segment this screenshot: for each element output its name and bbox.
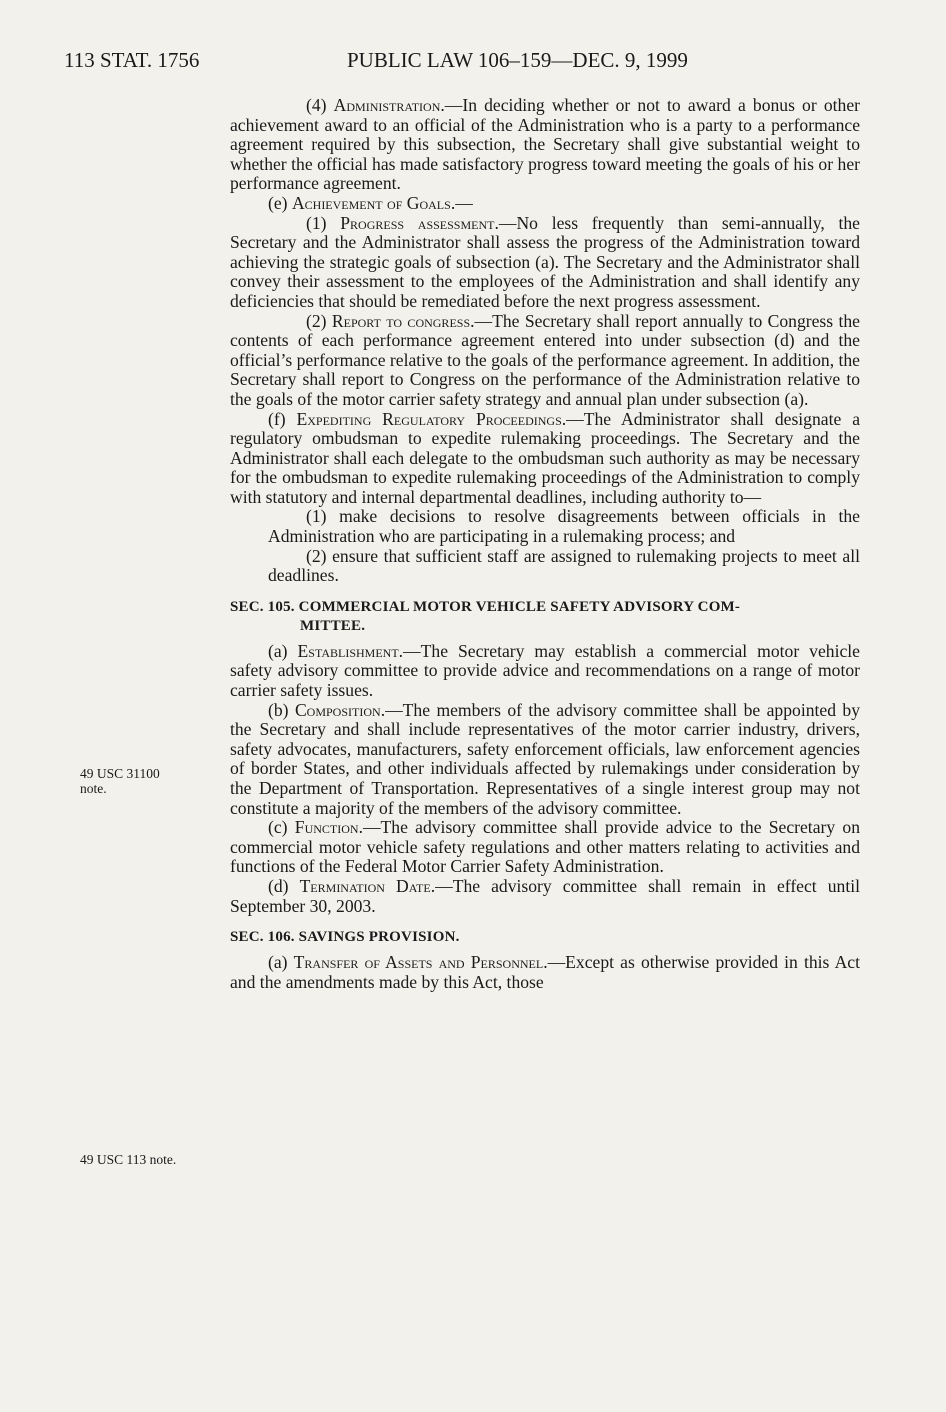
paragraph-termination-date [230, 877, 860, 916]
paragraph-label: (f) [268, 408, 297, 429]
paragraph-heading: Administration [333, 95, 441, 115]
paragraph-establishment [230, 642, 860, 701]
body-text [230, 96, 860, 992]
paragraph-text: .—In deciding whether or not to award a bonus or other achievement award to an official of the Administration who is a party to a performance agreement required by this subsection, the Secretary shall give substantial weight to whether the official has made satisfactory progress toward meeting the goals of his or her performance agreement. [230, 95, 860, 194]
paragraph-label: (2) [306, 310, 332, 331]
paragraph-label: (4) [306, 95, 334, 115]
stat-page-number: 113 STAT. 1756 [64, 48, 200, 72]
paragraph-text: .—The Secretary shall report annually to Congress the contents of each performance agreement entered into under subsection (d) and the official’s performance relative to the goals of the performance agreement. In addition, the Secretary shall report to Congress on the performance of the Administration relative to the goals of the motor carrier safety strategy and annual plan under subsection (a). [230, 310, 860, 409]
margin-note-sec106 [80, 1152, 210, 1167]
list-item: (2) ensure that sufficient staff are assigned to rulemaking projects to meet all deadlines. [268, 545, 860, 586]
paragraph-heading: Establishment [297, 640, 399, 661]
section-106-heading: SEC. 106. SAVINGS PROVISION. [230, 929, 460, 946]
paragraph-heading: Composition [294, 699, 381, 720]
section-heading-line: SEC. 105. COMMERCIAL MOTOR VEHICLE SAFETY ADVISORY COM- [230, 598, 741, 615]
section-heading-line: MITTEE. [300, 617, 366, 634]
paragraph-composition [230, 701, 860, 819]
paragraph-label: (1) [306, 212, 341, 233]
paragraph-report-to-congress [230, 312, 860, 410]
paragraph-label: (e) [268, 192, 292, 213]
paragraph-heading: Achievement of Goals [291, 192, 451, 213]
margin-note-line: 49 USC 31100 [80, 766, 160, 781]
paragraph-progress-assessment [230, 214, 860, 312]
page-header [64, 48, 844, 88]
law-title: PUBLIC LAW 106–159—DEC. 9, 1999 [347, 48, 688, 72]
margin-note-sec105 [80, 766, 210, 796]
paragraph-text: .—The advisory committee shall remain in effect until September 30, 2003. [230, 875, 860, 916]
paragraph-heading: Function [294, 817, 359, 838]
paragraph-text: .—The advisory committee shall provide advice to the Secretary on commercial motor vehicle safety regulations and other matters relating to activities and functions of the Federal Motor Carrier Safety Administration. [230, 817, 860, 877]
paragraph-text: .—The members of the advisory committee shall be appointed by the Secretary and shall include representatives of the motor carrier industry, drivers, safety advocates, manufacturers, safety enforcement officials, law enforcement agencies of border States, and other individuals affected by rulemakings under consideration by the Department of Transportation. Representatives of a single interest group may not constitute a majority of the members of the advisory committee. [230, 699, 860, 818]
list-item: (1) make decisions to resolve disagreements between officials in the Administration who are participating in a rulemaking process; and [268, 506, 860, 547]
paragraph-administration [230, 96, 860, 194]
paragraph-achievement-of-goals [230, 194, 860, 214]
paragraph-text: .—The Secretary may establish a commercial motor vehicle safety advisory committee to provide advice and recommendations on a range of motor carrier safety issues. [230, 640, 860, 701]
authority-list [230, 507, 860, 585]
margin-note-line: 49 USC 113 note. [80, 1152, 177, 1167]
paragraph-heading: Transfer of Assets and Personnel [293, 952, 544, 973]
section-105-heading [230, 598, 860, 636]
paragraph-label: (c) [268, 817, 295, 838]
paragraph-label: (a) [268, 640, 298, 661]
paragraph-label: (d) [268, 875, 300, 896]
paragraph-label: (b) [268, 699, 295, 720]
paragraph-heading: Report to congress [331, 310, 471, 331]
paragraph-heading: Progress assessment [340, 212, 495, 233]
paragraph-expediting-proceedings [230, 410, 860, 508]
paragraph-text: .—No less frequently than semi-annually, the Secretary and the Administrator shall assess the progress of the Administration toward achieving the strategic goals of subsection (a). The Secretary and the Administrator shall convey their assessment to the employees of the Administration and shall identify any deficiencies that should be remediated before the next progress assessment. [230, 212, 860, 311]
paragraph-label: (a) [268, 952, 294, 973]
paragraph-heading: Termination Date [299, 875, 431, 896]
margin-note-line: note. [80, 781, 107, 796]
paragraph-text: .—Except as otherwise provided in this Act and the amendments made by this Act, those [230, 952, 860, 992]
paragraph-text: .—The Administrator shall designate a regulatory ombudsman to expedite rulemaking proceedings. The Secretary and the Administrator shall each delegate to the ombudsman such authority as may be necessary for the ombudsman to expedite rulemaking proceedings of the Administration to comply with statutory and internal departmental deadlines, including authority to— [230, 408, 861, 507]
paragraph-heading: Expediting Regulatory Proceedings [296, 408, 562, 429]
paragraph-text: .— [450, 192, 473, 213]
paragraph-transfer-of-assets [230, 953, 860, 992]
paragraph-function [230, 818, 860, 877]
